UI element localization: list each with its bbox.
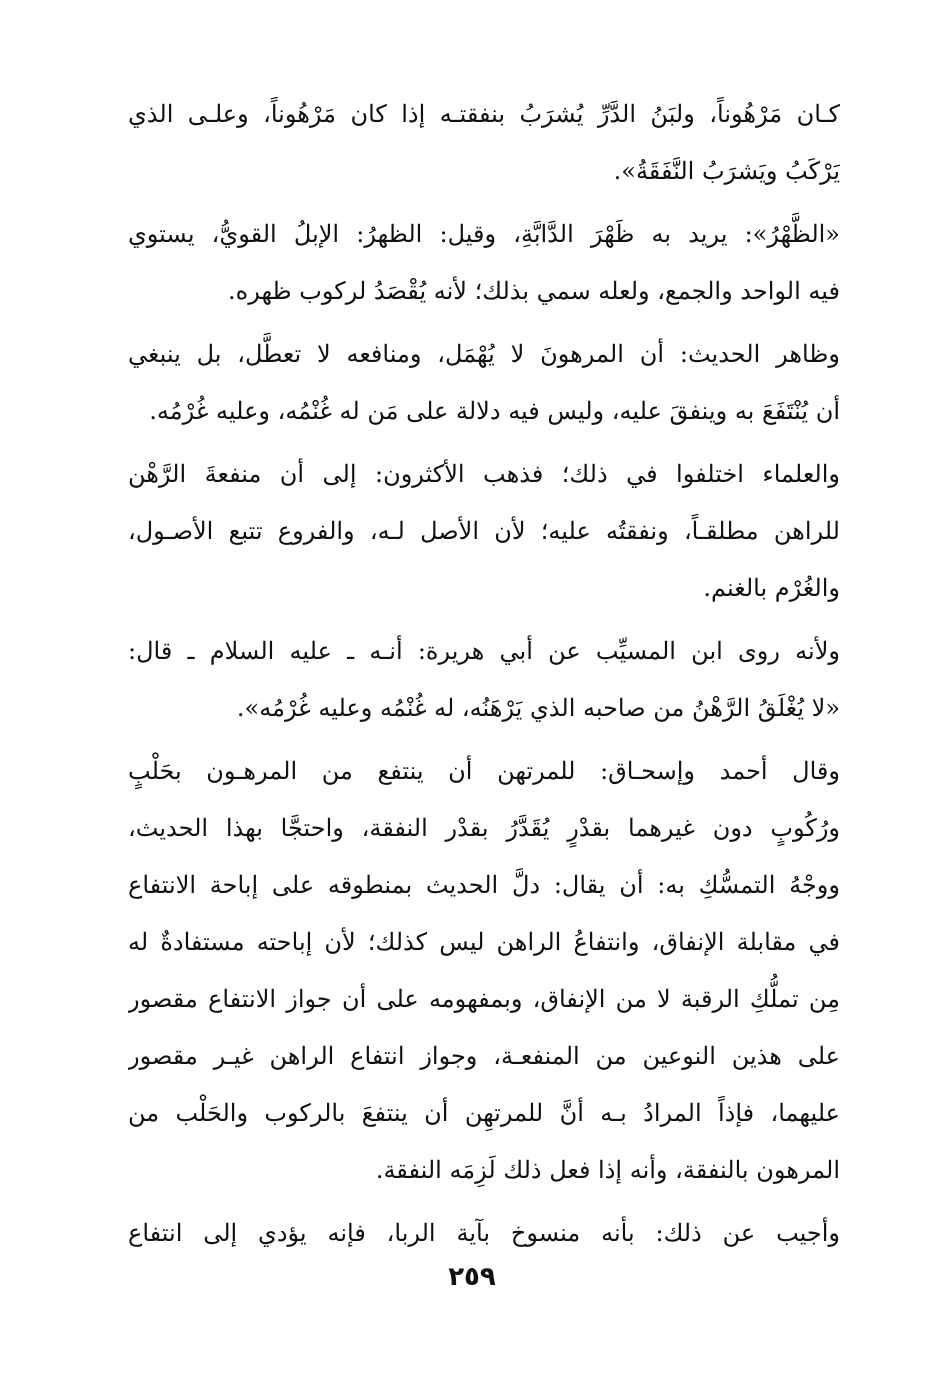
text-line: على هذين النوعين من المنفعـة، وجواز انتفاع الراهن غيـر مقصور [128, 1042, 840, 1070]
text-line: المرهون بالنفقة، وأنه إذا فعل ذلك لَزِمَه النفقة. [375, 1156, 840, 1184]
text-line: فيه الواحد والجمع، ولعله سمي بذلك؛ لأنه يُقْصَدُ لركوب ظهره. [228, 277, 840, 305]
text-line: والعلماء اختلفوا في ذلك؛ فذهب الأكثرون: إلى أن منفعةَ الرَّهْن [128, 460, 840, 488]
text-line: كـان مَرْهُوناً، ولبَنُ الدَّرِّ يُشرَبُ بنفقتـه إذا كان مَرْهُوناً، وعلـى الذي [128, 100, 840, 128]
paragraph [128, 206, 840, 320]
page-number: ٢٥٩ [448, 1262, 496, 1292]
text-line: ووجْهُ التمسُّكِ به: أن يقال: دلَّ الحديث بمنطوقه على إباحة الانتفاع [128, 871, 840, 899]
text-line: مِن تملُّكِ الرقبة لا من الإنفاق، وبمفهومه على أن جواز الانتفاع مقصور [128, 985, 840, 1013]
text-line: ورُكُوبٍ دون غيرهما بقدْرٍ يُقَدَّرُ بقدْر النفقة، واحتجَّا بهذا الحديث، [128, 814, 840, 842]
paragraph [128, 326, 840, 440]
text-line: «الظَّهْرُ»: يريد به ظَهْرَ الدَّابَّةِ، وقيل: الظهرُ: الإبلُ القويُّ، يستوي [128, 220, 840, 248]
paragraph [128, 446, 840, 617]
text-line: والغُرْم بالغنم. [703, 574, 840, 602]
paragraph [128, 743, 840, 1199]
paragraph [128, 623, 840, 737]
text-line: ولأنه روى ابن المسيِّب عن أبي هريرة: أنـه ـ عليه السلام ـ قال: [128, 637, 840, 665]
text-line: «لا يُغْلَقُ الرَّهْنُ من صاحبه الذي يَرْهَنُه، له غُنْمُه وعليه غُرْمُه». [236, 694, 840, 722]
paragraph [128, 86, 840, 200]
text-line: وقال أحمد وإسحـاق: للمرتهن أن ينتفع من المرهـون بحَلْبٍ [128, 757, 840, 785]
body-text [128, 86, 840, 1262]
text-line: وظاهر الحديث: أن المرهونَ لا يُهْمَل، ومنافعه لا تعطَّل، بل ينبغي [128, 340, 840, 368]
text-line: في مقابلة الإنفاق، وانتفاعُ الراهن ليس كذلك؛ لأن إباحته مستفادةٌ له [128, 928, 840, 956]
text-line: أن يُنْتَفَعَ به وينفقَ عليه، وليس فيه دلالة على مَن له غُنْمُه، وعليه غُرْمُه. [149, 397, 840, 425]
paragraph [128, 1205, 840, 1262]
text-line: يَرْكَبُ ويَشرَبُ النَّفَقَةُ». [613, 157, 840, 185]
text-line: وأجيب عن ذلك: بأنه منسوخ بآية الربا، فإنه يؤدي إلى انتفاع [128, 1219, 840, 1247]
text-line: عليهما، فإذاً المرادُ بـه أنَّ للمرتهِن أن ينتفعَ بالركوب والحَلْب من [128, 1099, 840, 1127]
text-line: للراهن مطلقـاً، ونفقتُه عليه؛ لأن الأصل لـه، والفروع تتبع الأصـول، [128, 517, 840, 545]
